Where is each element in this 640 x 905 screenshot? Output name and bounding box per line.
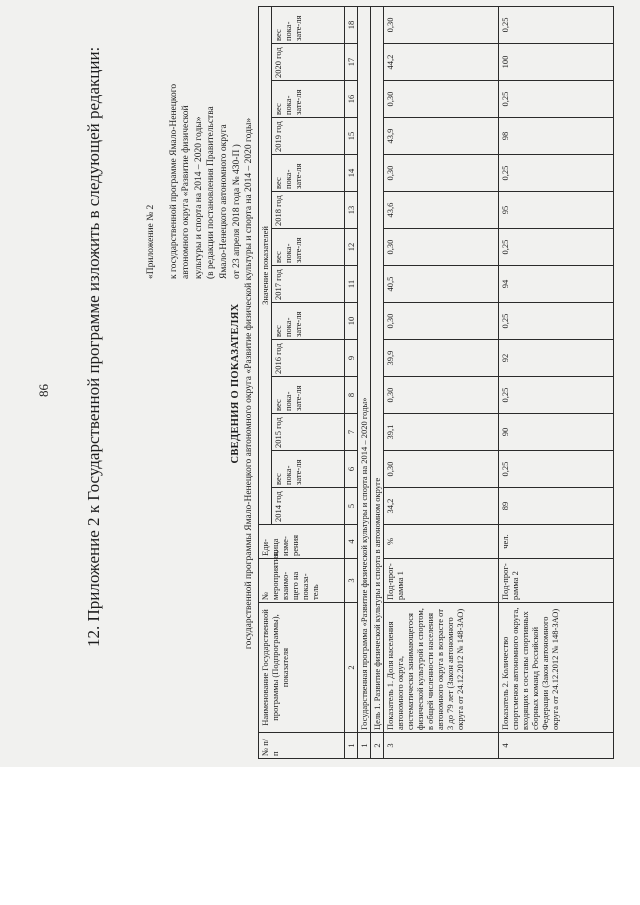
header-weight: вес пока-зате-ля [272,377,345,414]
appendix-block [145,39,243,279]
value-cell: 98 [499,118,614,155]
column-number: 8 [345,377,358,414]
section-title: СВЕДЕНИЯ О ПОКАЗАТЕЛЯХ [230,303,241,464]
header-num: № п/п [259,733,345,759]
appendix-line: автономного округа «Развитие физической [181,105,192,279]
value-cell: 89 [499,488,614,525]
column-number: 1 [345,733,358,759]
column-number: 18 [345,6,358,43]
column-number: 5 [345,488,358,525]
value-cell: 44,2 [384,44,499,81]
appendix-line: Ямало-Ненецкого автономного округа [218,124,229,279]
weight-cell: 0,30 [384,229,499,266]
header-year: 2019 год [272,118,345,155]
header-name: Наименование Государственной программы (Подпрограммы), показателя [259,603,345,733]
blank-margin [0,767,640,905]
column-number: 6 [345,451,358,488]
header-year: 2014 год [272,488,345,525]
weight-cell: 0,25 [499,155,614,192]
header-measure-link: № мероприятия, взаимо-щего на показа-тель [259,559,345,603]
weight-cell: 0,30 [384,303,499,340]
value-cell: 92 [499,340,614,377]
appendix-line: (в редакции постановления Правительства [206,106,217,279]
value-cell: 34,2 [384,488,499,525]
column-number: 12 [345,229,358,266]
row-num: 2 [371,733,384,759]
weight-cell: 0,25 [499,81,614,118]
value-cell: 43,9 [384,118,499,155]
table-row [384,6,499,758]
indicator-name: Показатель 2. Количество спортсменов автономного округа, входящих в составы спортивных сборных команд Российской Федерации (Закон автономного округа от 24.12.2012 № 148-ЗАО) [499,603,614,733]
weight-cell: 0,25 [499,229,614,266]
header-weight: вес пока-зате-ля [272,81,345,118]
column-number: 7 [345,414,358,451]
indicator-name: Показатель 1. Доля населения автономного округа, систематически занимающегося физической культурой и спортом, в общей численности населения автономного округа в возрасте от 3 до 79 лет (Закон автономного округа от 24.12.2012 № 148-ЗАО) [384,603,499,733]
appendix-line: к государственной программе Ямало-Ненецкого [168,83,179,279]
goal-row [371,6,384,758]
weight-cell: 0,25 [499,377,614,414]
header-year: 2017 год [272,266,345,303]
value-cell: 40,5 [384,266,499,303]
page-number: 86 [36,384,51,397]
header-weight: вес пока-зате-ля [272,229,345,266]
indicator-measure: Под-прог-рамма 1 [384,559,499,603]
column-number: 10 [345,303,358,340]
header-unit: Еди-ница изме-рения [259,525,345,559]
row-num: 1 [358,733,371,759]
weight-cell: 0,25 [499,6,614,43]
column-number: 17 [345,44,358,81]
column-number-row [345,6,358,758]
indicators-table [258,6,614,759]
column-number: 13 [345,192,358,229]
program-row [358,6,371,758]
goal-title: Цель 1. Развитие физической культуры и спорта в автономном округе [371,6,384,732]
column-number: 2 [345,603,358,733]
value-cell: 90 [499,414,614,451]
weight-cell: 0,25 [499,451,614,488]
weight-cell: 0,30 [384,155,499,192]
weight-cell: 0,25 [499,303,614,340]
page-heading: 12. Приложение 2 к Государственной программе изложить в следующей редакции: [84,46,103,647]
header-weight: вес пока-зате-ля [272,155,345,192]
value-cell: 39,9 [384,340,499,377]
column-number: 3 [345,559,358,603]
row-num: 3 [384,733,499,759]
header-weight: вес пока-зате-ля [272,6,345,43]
column-number: 9 [345,340,358,377]
indicator-unit: чел. [499,525,614,559]
program-title: Государственная программа «Развитие физической культуры и спорта на 2014 – 2020 годы» [358,6,371,732]
appendix-line: от 23 апреля 2018 года № 430-П ) [231,144,242,279]
section-subtitle: государственной программы Ямало-Ненецкого автономного округа «Развитие физической культуры и спорта на 2014 – 2020 годы» [244,117,254,650]
header-weight: вес пока-зате-ля [272,303,345,340]
weight-cell: 0,30 [384,377,499,414]
indicator-measure: Под-прог-рамма 2 [499,559,614,603]
appendix-line: культуры и спорта на 2014 – 2020 годы» [193,116,204,279]
weight-cell: 0,30 [384,6,499,43]
table-header-row [259,6,272,758]
column-number: 4 [345,525,358,559]
indicator-unit: % [384,525,499,559]
row-num: 4 [499,733,614,759]
column-number: 15 [345,118,358,155]
header-year: 2015 год [272,414,345,451]
value-cell: 100 [499,44,614,81]
table-row [499,6,614,758]
value-cell: 94 [499,266,614,303]
value-cell: 39,1 [384,414,499,451]
header-weight: вес пока-зате-ля [272,451,345,488]
column-number: 11 [345,266,358,303]
value-cell: 95 [499,192,614,229]
value-cell: 43,6 [384,192,499,229]
column-number: 16 [345,81,358,118]
column-number: 14 [345,155,358,192]
header-year: 2016 год [272,340,345,377]
header-values-group: Значение показателей [259,6,272,524]
appendix-title: «Приложение № 2 [146,204,156,279]
weight-cell: 0,30 [384,81,499,118]
header-year: 2018 год [272,192,345,229]
weight-cell: 0,30 [384,451,499,488]
header-year: 2020 год [272,44,345,81]
